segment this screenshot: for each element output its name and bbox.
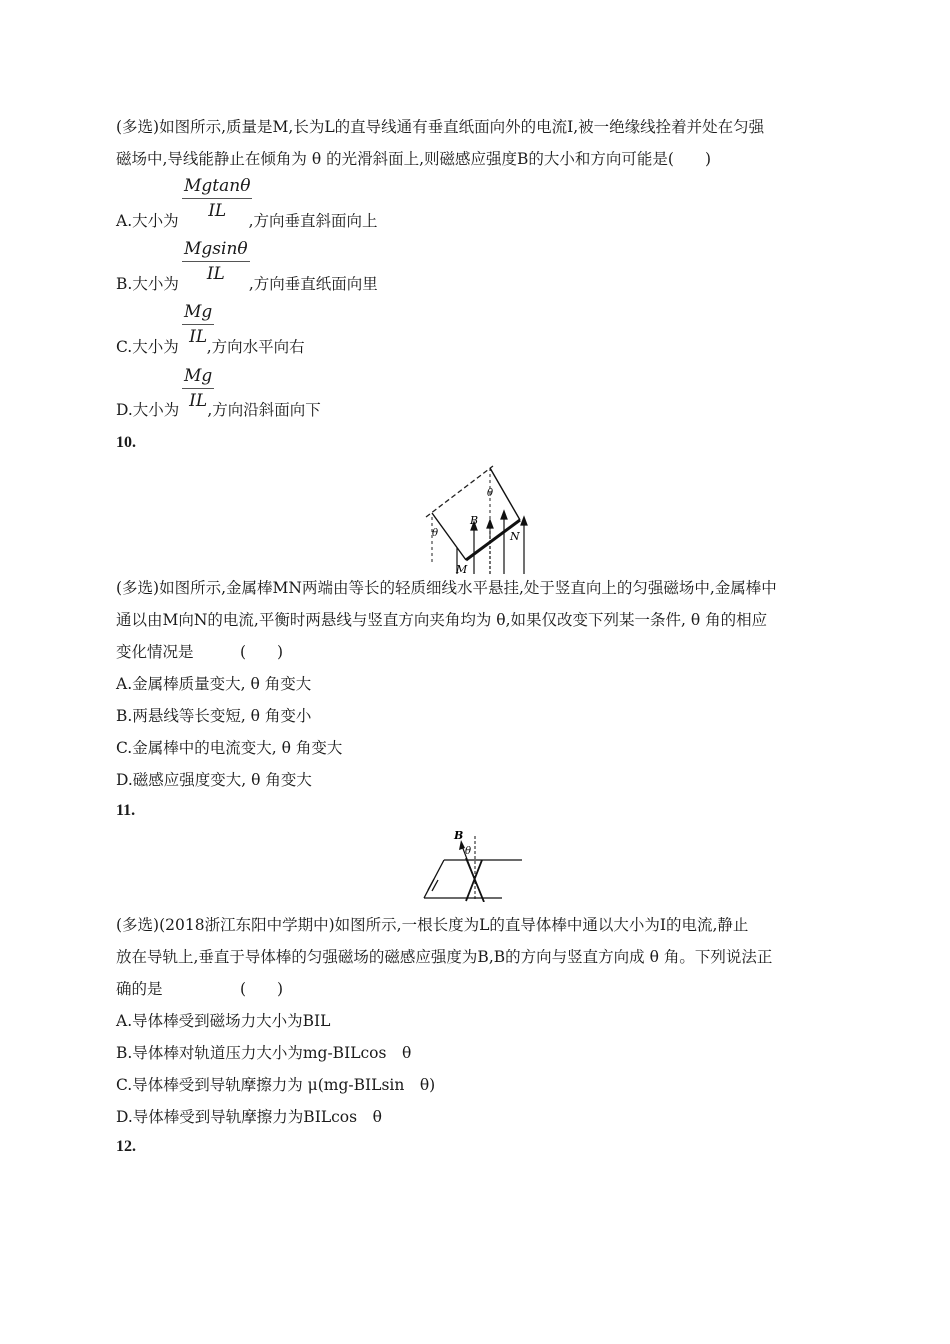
q10-b-label: B [470,514,479,527]
q10-option-c: C.金属棒中的电流变大, θ 角变大 [116,739,343,757]
q9-option-b: B.大小为 ,方向垂直纸面向里 [116,275,378,293]
q10-option-b: B.两悬线等长变短, θ 角变小 [116,707,312,725]
q10-option-a: A.金属棒质量变大, θ 角变大 [116,675,312,693]
q11-option-a: A.导体棒受到磁场力大小为BIL [116,1012,331,1030]
q11-number: 11. [116,802,136,819]
q11-figure [420,826,526,902]
q9-option-c: C.大小为 ,方向水平向右 [116,338,305,356]
q10-theta-left-label: θ [432,528,439,539]
q9-stem-line1: (多选)如图所示,质量是M,长为L的直导线通有垂直纸面向外的电流I,被一绝缘线拴着并处在匀强 [116,118,765,136]
q10-n-label: N [510,530,520,543]
q9-option-b-fraction: $\frac{Mgsin\theta}{IL}$ [184,239,248,284]
q11-stem-line1: (多选)(2018浙江东阳中学期中)如图所示,一根长度为L的直导体棒中通以大小为I的电流,静止 [116,916,749,934]
q9-option-d: D.大小为 ,方向沿斜面向下 [116,401,321,419]
q10-stem-line1: (多选)如图所示,金属棒MN两端由等长的轻质细线水平悬挂,处于竖直向上的匀强磁场中,金属棒中 [116,579,777,597]
q11-option-b: B.导体棒对轨道压力大小为mg-BILcos θ [116,1044,412,1062]
q10-theta-right-label: θ [487,488,494,499]
q11-stem-line2: 放在导轨上,垂直于导体棒的匀强磁场的磁感应强度为B,B的方向与竖直方向成 θ 角。下列说法正 [116,948,773,966]
q11-b-label: B [454,829,464,842]
q10-option-d: D.磁感应强度变大, θ 角变大 [116,771,312,789]
q11-theta-label: θ [465,846,472,857]
q11-stem-line3: 确的是 ( ) [116,980,284,998]
q9-option-c-fraction: $\frac{Mg}{IL}$ [184,302,213,347]
q9-option-a-fraction: $\frac{Mgtan\theta}{IL}$ [184,176,251,221]
q11-option-c: C.导体棒受到导轨摩擦力为 μ(mg-BILsin θ) [116,1076,436,1094]
q9-option-d-fraction: $\frac{Mg}{IL}$ [184,366,213,411]
q10-stem-line3: 变化情况是 ( ) [116,643,284,661]
q9-stem-line2: 磁场中,导线能静止在倾角为 θ 的光滑斜面上,则磁感应强度B的大小和方向可能是( ) [116,150,712,168]
q11-option-d: D.导体棒受到导轨摩擦力为BILcos θ [116,1108,382,1126]
q10-m-label: M [456,563,468,574]
q10-stem-line2: 通以由M向N的电流,平衡时两悬线与竖直方向夹角均为 θ,如果仅改变下列某一条件, θ 角的相应 [116,611,768,629]
q10-number: 10. [116,434,136,451]
q10-figure [418,462,536,574]
q12-number: 12. [116,1138,136,1155]
q9-option-a: A.大小为 ,方向垂直斜面向上 [116,212,378,230]
